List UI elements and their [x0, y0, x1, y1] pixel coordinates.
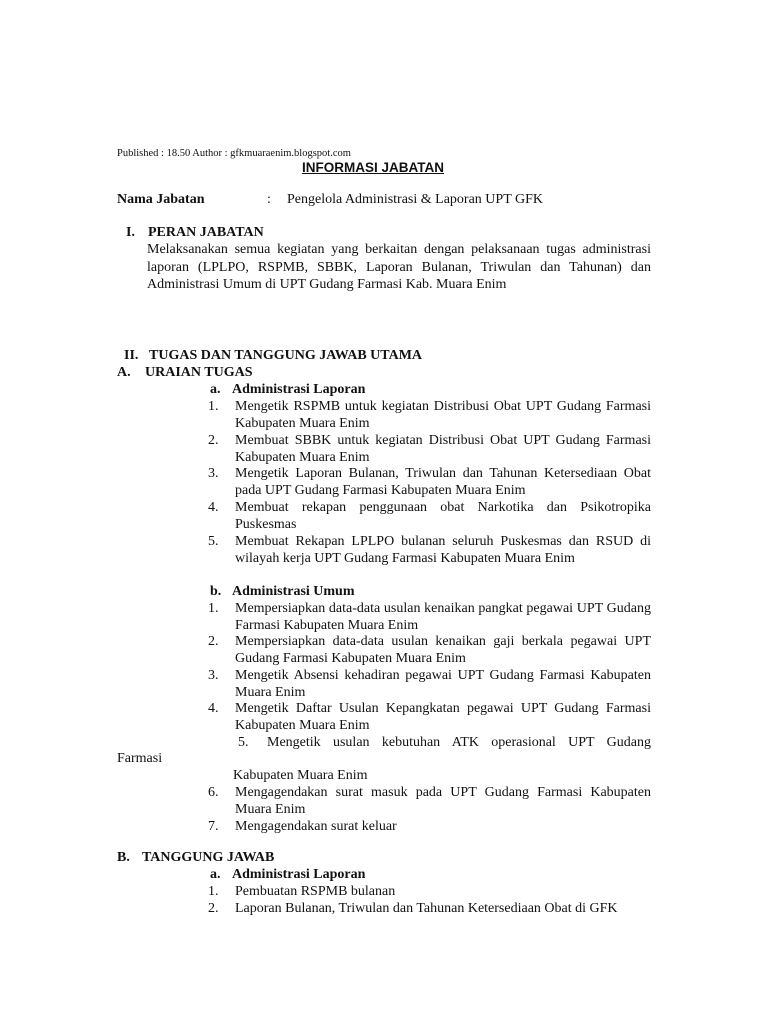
- list-item: Mengetik Absensi kehadiran pegawai UPT Gudang Farmasi Kabupaten Muara Enim: [235, 668, 651, 700]
- list-number: 1.: [208, 601, 219, 616]
- list-item: Membuat SBBK untuk kegiatan Distribusi Obat UPT Gudang Farmasi Kabupaten Muara Enim: [235, 433, 651, 465]
- list-item: Mengagendakan surat keluar: [235, 819, 397, 834]
- list-number: 3.: [208, 668, 219, 683]
- section-1-title: PERAN JABATAN: [148, 225, 264, 240]
- list-number: 5.: [208, 534, 219, 549]
- section-2-title: TUGAS DAN TANGGUNG JAWAB UTAMA: [149, 348, 423, 363]
- group-b-a-label: a.: [210, 867, 221, 882]
- group-b-label: b.: [210, 584, 222, 599]
- list-item-line: Mengetik usulan kebutuhan ATK operasional UPT Gudang: [267, 735, 651, 750]
- section-1-number: I.: [126, 225, 135, 240]
- list-item: Membuat rekapan penggunaan obat Narkotika dan Psikotropika Puskesmas: [235, 500, 651, 532]
- colon: :: [267, 192, 271, 207]
- group-b-title: Administrasi Umum: [232, 584, 355, 599]
- group-a-label: a.: [210, 382, 221, 397]
- list-item: Membuat Rekapan LPLPO bulanan seluruh Puskesmas dan RSUD di wilayah kerja UPT Gudang Farmasi Kabupaten Muara Enim: [235, 534, 651, 566]
- list-number: 1.: [208, 884, 219, 899]
- published-line: Published : 18.50 Author : gfkmuaraenim.blogspot.com: [117, 148, 351, 159]
- list-item: Mempersiapkan data-data usulan kenaikan pangkat pegawai UPT Gudang Farmasi Kabupaten Muara Enim: [235, 601, 651, 633]
- list-item-line: Kabupaten Muara Enim: [233, 768, 368, 783]
- list-item: Mempersiapkan data-data usulan kenaikan gaji berkala pegawai UPT Gudang Farmasi Kabupaten Muara Enim: [235, 634, 651, 666]
- list-item: Mengetik Daftar Usulan Kepangkatan pegawai UPT Gudang Farmasi Kabupaten Muara Enim: [235, 701, 651, 733]
- subsection-b-title: TANGGUNG JAWAB: [142, 850, 275, 865]
- list-item: Mengetik RSPMB untuk kegiatan Distribusi Obat UPT Gudang Farmasi Kabupaten Muara Enim: [235, 399, 651, 431]
- subsection-a-title: URAIAN TUGAS: [145, 365, 253, 380]
- list-number: 7.: [208, 819, 219, 834]
- list-number: 4.: [208, 500, 219, 515]
- list-item: Laporan Bulanan, Triwulan dan Tahunan Ketersediaan Obat di GFK: [235, 901, 618, 916]
- peran-jabatan-text: Melaksanakan semua kegiatan yang berkaitan dengan pelaksanaan tugas administrasi laporan (LPLPO, RSPMB, SBBK, Laporan Bulanan, Triwulan dan Tahunan) dan Administrasi Umum di UPT Gudang Farmasi Kab. Muara Enim: [147, 242, 651, 292]
- list-item-line: Farmasi: [117, 751, 163, 766]
- list-number: 1.: [208, 399, 219, 414]
- group-b-a-title: Administrasi Laporan: [232, 867, 366, 882]
- list-number: 4.: [208, 701, 219, 716]
- list-item: Pembuatan RSPMB bulanan: [235, 884, 396, 899]
- list-number: 3.: [208, 466, 219, 481]
- list-number: 2.: [208, 634, 219, 649]
- list-number: 2.: [208, 901, 219, 916]
- nama-jabatan-value: Pengelola Administrasi & Laporan UPT GFK: [287, 192, 543, 207]
- list-item: Mengagendakan surat masuk pada UPT Gudang Farmasi Kabupaten Muara Enim: [235, 785, 651, 817]
- list-number: 2.: [208, 433, 219, 448]
- document-title: INFORMASI JABATAN: [302, 160, 444, 175]
- section-2-number: II.: [124, 348, 139, 363]
- list-item: Mengetik Laporan Bulanan, Triwulan dan Tahunan Ketersediaan Obat pada UPT Gudang Farmasi Kabupaten Muara Enim: [235, 466, 651, 498]
- group-a-title: Administrasi Laporan: [232, 382, 366, 397]
- subsection-b-number: B.: [117, 850, 130, 865]
- list-number: 5.: [238, 735, 249, 750]
- subsection-a-number: A.: [117, 365, 131, 380]
- nama-jabatan-label: Nama Jabatan: [117, 192, 205, 207]
- list-number: 6.: [208, 785, 219, 800]
